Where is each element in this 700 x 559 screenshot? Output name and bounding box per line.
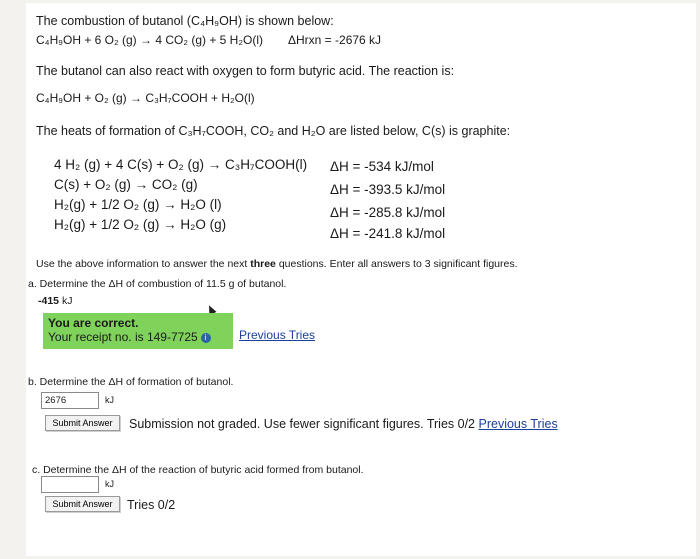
thermo-reaction-1: 4 H₂ (g) + 4 C(s) + O₂ (g) → C₃H₇COOH(l) (54, 157, 308, 172)
instructions: Use the above information to answer the next three questions. Enter all answers to 3 significant figures. (36, 258, 518, 270)
info-icon[interactable]: i (201, 333, 211, 343)
thermo-dh-1: ΔH = -534 kJ/mol (330, 159, 434, 174)
part-b-question: b. Determine the ΔH of formation of butanol. (28, 376, 234, 388)
combustion-equation: C₄H₉OH + 6 O₂ (g) → 4 CO₂ (g) + 5 H₂O(l) (36, 33, 263, 47)
thermo-reaction-3: H₂(g) + 1/2 O₂ (g) → H₂O (l) (54, 197, 222, 212)
intro-line-1: The combustion of butanol (C₄H₉OH) is shown below: (36, 14, 334, 28)
part-c-tries: Tries 0/2 (127, 498, 176, 512)
part-a-question: a. Determine the ΔH of combustion of 11.5 g of butanol. (28, 278, 287, 290)
thermo-dh-2: ΔH = -393.5 kJ/mol (330, 182, 446, 197)
part-c-question: c. Determine the ΔH of the reaction of butyric acid formed from butanol. (32, 464, 364, 476)
part-c-answer-input[interactable] (41, 476, 99, 493)
part-b-unit: kJ (105, 395, 114, 405)
intro-line-2: The butanol can also react with oxygen to form butyric acid. The reaction is: (36, 64, 455, 78)
butyric-equation: C₄H₉OH + O₂ (g) → C₃H₇COOH + H₂O(l) (36, 91, 255, 105)
thermo-reaction-2: C(s) + O₂ (g) → CO₂ (g) (54, 177, 198, 192)
thermo-dh-4: ΔH = -241.8 kJ/mol (330, 226, 446, 241)
receipt-line: Your receipt no. is 149-7725 i (48, 330, 233, 344)
part-c-unit: kJ (105, 479, 114, 489)
intro-line-3: The heats of formation of C₃H₇COOH, CO₂ and H₂O are listed below, C(s) is graphite: (36, 124, 511, 138)
part-a-answer: -415 kJ (38, 295, 73, 307)
part-b-message: Submission not graded. Use fewer significant figures. (129, 417, 424, 431)
correct-feedback (43, 313, 233, 349)
thermo-reaction-4: H₂(g) + 1/2 O₂ (g) → H₂O (g) (54, 217, 227, 232)
combustion-dh: ΔHrxn = -2676 kJ (288, 33, 382, 47)
part-a-previous-tries-link[interactable]: Previous Tries (239, 328, 316, 342)
correct-title: You are correct. (48, 316, 139, 330)
part-c-submit-button[interactable]: Submit Answer (45, 496, 120, 512)
part-b-submit-button[interactable]: Submit Answer (45, 415, 120, 431)
thermo-dh-3: ΔH = -285.8 kJ/mol (330, 205, 446, 220)
part-b-tries: Tries 0/2 (426, 417, 476, 431)
part-b-answer-input[interactable]: 2676 (41, 392, 99, 409)
part-b-previous-tries-link[interactable]: Previous Tries (478, 417, 558, 431)
part-b-status (129, 417, 558, 431)
